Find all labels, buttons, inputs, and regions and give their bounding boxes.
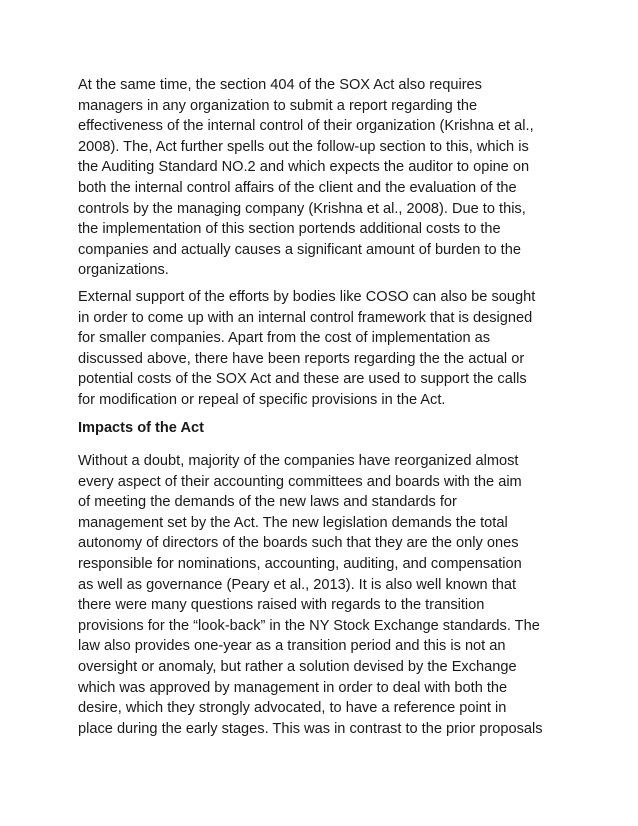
text-line: autonomy of directors of the boards such that they are the only ones [78, 535, 519, 552]
text-line: which was approved by management in order to deal with both the [78, 679, 508, 696]
section-heading: Impacts of the Act [78, 419, 204, 436]
text-line: controls by the managing company (Krishna et al., 2008). Due to this, [78, 200, 526, 217]
text-line: every aspect of their accounting committees and boards with the aim [78, 473, 522, 490]
text-line: responsible for nominations, accounting, auditing, and compensation [78, 556, 522, 573]
text-line: oversight or anomaly, but rather a solution devised by the Exchange [78, 659, 517, 676]
text-line: law also provides one-year as a transition period and this is not an [78, 638, 506, 655]
text-line: 2008). The, Act further spells out the follow-up section to this, which is [78, 138, 529, 155]
text-line: place during the early stages. This was in contrast to the prior proposals [78, 720, 543, 737]
text-line: management set by the Act. The new legislation demands the total [78, 514, 508, 531]
text-line: managers in any organization to submit a report regarding the [78, 97, 478, 114]
text-line: there were many questions raised with regards to the transition [78, 597, 485, 614]
text-line: for smaller companies. Apart from the cost of implementation as [78, 330, 491, 347]
text-line: External support of the efforts by bodies like COSO can also be sought [78, 288, 536, 305]
text-line: companies and actually causes a significant amount of burden to the [78, 241, 521, 258]
paragraph-impacts [78, 451, 578, 739]
text-line: provisions for the “look-back” in the NY Stock Exchange standards. The [78, 617, 540, 634]
text-line: At the same time, the section 404 of the SOX Act also requires [78, 77, 482, 93]
text-line: effectiveness of the internal control of their organization (Krishna et al., [78, 118, 534, 135]
text-line: organizations. [78, 262, 169, 279]
text-line: desire, which they strongly advocated, to have a reference point in [78, 700, 507, 717]
paragraph-sox-404 [78, 75, 578, 281]
text-line: the Auditing Standard NO.2 and which expects the auditor to opine on [78, 159, 530, 176]
text-line: for modification or repeal of specific provisions in the Act. [78, 391, 446, 408]
text-line: as well as governance (Peary et al., 2013). It is also well known that [78, 576, 517, 593]
text-line: the implementation of this section portends additional costs to the [78, 221, 501, 238]
text-line: Without a doubt, majority of the companies have reorganized almost [78, 453, 519, 470]
text-line: discussed above, there have been reports regarding the the actual or [78, 350, 525, 367]
text-line: of meeting the demands of the new laws and standards for [78, 494, 457, 511]
text-line: potential costs of the SOX Act and these are used to support the calls [78, 371, 527, 388]
paragraph-coso-support [78, 287, 578, 411]
text-line: in order to come up with an internal control framework that is designed [78, 309, 533, 326]
document-body [78, 75, 578, 739]
text-line: both the internal control affairs of the client and the evaluation of the [78, 179, 517, 196]
